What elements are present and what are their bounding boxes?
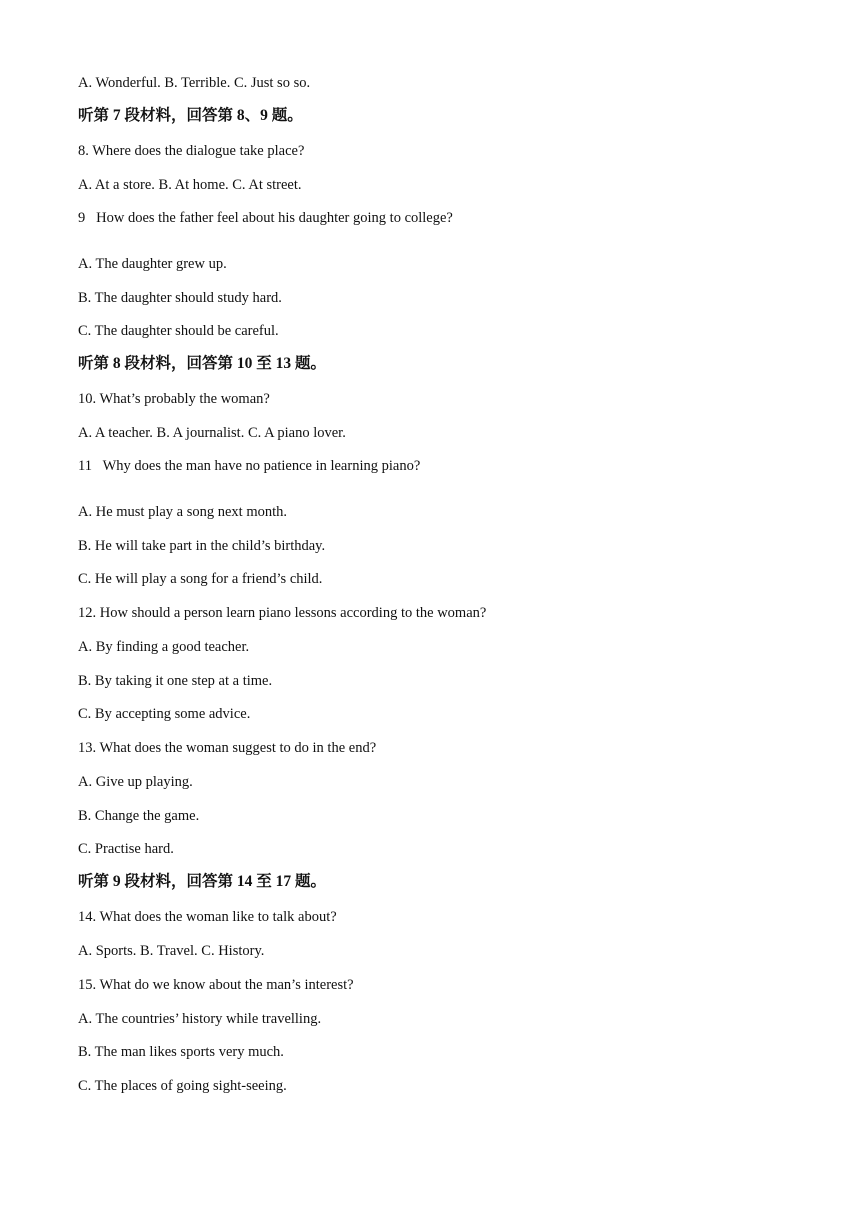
question-10: 10. What’s probably the woman? [78,391,270,407]
q12-option-a: A. By finding a good teacher. [78,639,250,655]
q13-option-c: C. Practise hard. [78,841,174,857]
q14-options: A. Sports. B. Travel. C. History. [78,943,265,959]
question-9: 9 How does the father feel about his daughter going to college? [78,210,453,226]
q13-option-b: B. Change the game. [78,808,200,824]
section-heading-7: 听第 7 段材料，回答第 8、9 题。 [78,107,303,124]
section-heading-8: 听第 8 段材料，回答第 10 至 13 题。 [78,355,327,372]
question-12: 12. How should a person learn piano lessons according to the woman? [78,605,487,621]
q7-options: A. Wonderful. B. Terrible. C. Just so so. [78,75,311,91]
question-14: 14. What does the woman like to talk about? [78,909,337,925]
q15-option-c: C. The places of going sight-seeing. [78,1078,287,1094]
q12-option-c: C. By accepting some advice. [78,706,251,722]
q10-options: A. A teacher. B. A journalist. C. A piano lover. [78,425,346,441]
question-15: 15. What do we know about the man’s interest? [78,977,354,993]
q9-option-a: A. The daughter grew up. [78,256,227,272]
q9-option-c: C. The daughter should be careful. [78,323,279,339]
question-8: 8. Where does the dialogue take place? [78,143,305,159]
q11-option-c: C. He will play a song for a friend’s child. [78,571,323,587]
q11-option-a: A. He must play a song next month. [78,504,288,520]
question-11: 11 Why does the man have no patience in learning piano? [78,458,421,474]
section-heading-9: 听第 9 段材料，回答第 14 至 17 题。 [78,873,327,890]
q15-option-b: B. The man likes sports very much. [78,1044,284,1060]
q9-option-b: B. The daughter should study hard. [78,290,282,306]
question-13: 13. What does the woman suggest to do in the end? [78,740,377,756]
q11-option-b: B. He will take part in the child’s birthday. [78,538,326,554]
q12-option-b: B. By taking it one step at a time. [78,673,273,689]
q13-option-a: A. Give up playing. [78,774,193,790]
q15-option-a: A. The countries’ history while travelling. [78,1011,322,1027]
q8-options: A. At a store. B. At home. C. At street. [78,177,302,193]
